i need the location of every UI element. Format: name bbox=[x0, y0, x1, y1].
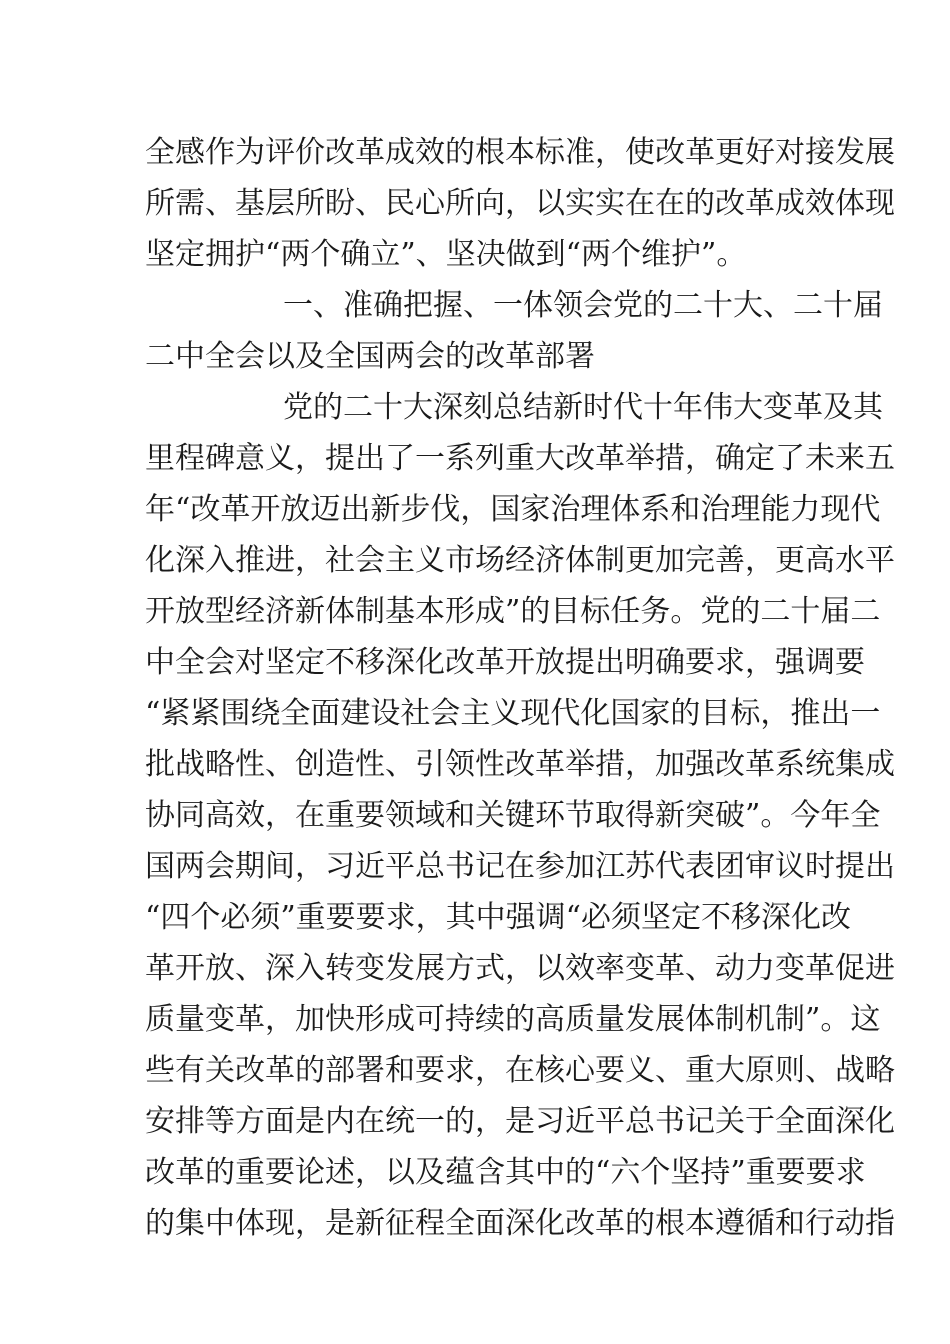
body-text-line: 的集中体现，是新征程全面深化改革的根本遵循和行动指 bbox=[145, 1206, 895, 1241]
section-heading-line: 二中全会以及全国两会的改革部署 bbox=[145, 339, 595, 374]
body-text-line: 全感作为评价改革成效的根本标准，使改革更好对接发展 bbox=[145, 135, 895, 170]
body-text-line: 坚定拥护“两个确立”、坚决做到“两个维护”。 bbox=[145, 237, 747, 272]
body-text-line: 革开放、深入转变发展方式，以效率变革、动力变革促进 bbox=[145, 951, 895, 986]
body-text-line: 里程碑意义，提出了一系列重大改革举措，确定了未来五 bbox=[145, 441, 895, 476]
body-text-line: 所需、基层所盼、民心所向，以实实在在的改革成效体现 bbox=[145, 186, 895, 221]
body-text-line: “紧紧围绕全面建设社会主义现代化国家的目标，推出一 bbox=[145, 696, 881, 731]
body-text-line: 质量变革，加快形成可持续的高质量发展体制机制”。这 bbox=[145, 1002, 881, 1037]
body-text-line: “四个必须”重要要求，其中强调“必须坚定不移深化改 bbox=[145, 900, 852, 935]
body-text-line: 国两会期间，习近平总书记在参加江苏代表团审议时提出 bbox=[145, 849, 895, 884]
body-text-line: 开放型经济新体制基本形成”的目标任务。党的二十届二 bbox=[145, 594, 881, 629]
body-text-line: 中全会对坚定不移深化改革开放提出明确要求，强调要 bbox=[145, 645, 865, 680]
body-text-line: 党的二十大深刻总结新时代十年伟大变革及其 bbox=[283, 390, 883, 425]
body-text-line: 批战略性、创造性、引领性改革举措，加强改革系统集成 bbox=[145, 747, 895, 782]
body-text-line: 化深入推进，社会主义市场经济体制更加完善，更高水平 bbox=[145, 543, 895, 578]
body-text-line: 年“改革开放迈出新步伐，国家治理体系和治理能力现代 bbox=[145, 492, 881, 527]
body-text-line: 安排等方面是内在统一的，是习近平总书记关于全面深化 bbox=[145, 1104, 895, 1139]
body-text-line: 些有关改革的部署和要求，在核心要义、重大原则、战略 bbox=[145, 1053, 895, 1088]
body-text-line: 改革的重要论述，以及蕴含其中的“六个坚持”重要要求 bbox=[145, 1155, 866, 1190]
section-heading-line: 一、准确把握、一体领会党的二十大、二十届 bbox=[283, 288, 883, 323]
body-text-line: 协同高效，在重要领域和关键环节取得新突破”。今年全 bbox=[145, 798, 881, 833]
